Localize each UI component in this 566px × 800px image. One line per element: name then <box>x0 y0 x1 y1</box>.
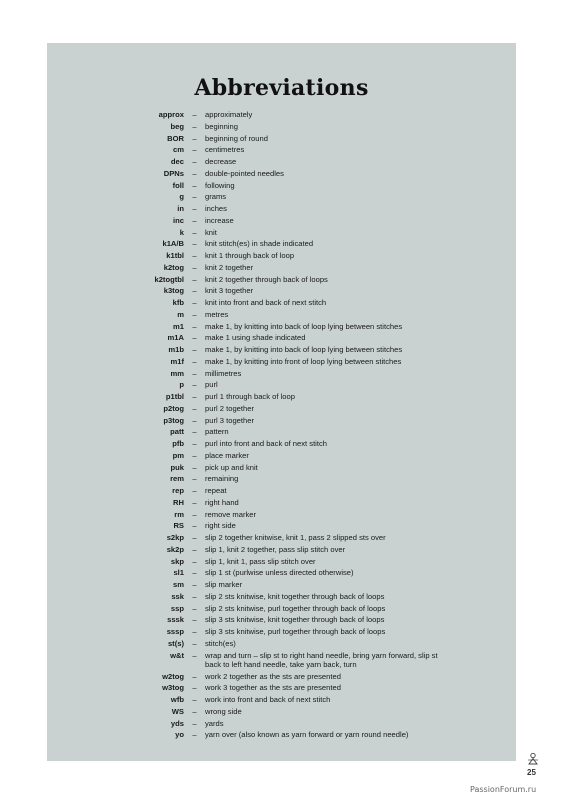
separator-dash: – <box>192 392 197 401</box>
abbreviation-definition: slip 3 sts knitwise, knit together through back of loops <box>205 615 385 625</box>
separator-dash: – <box>192 110 197 119</box>
separator-dash: – <box>192 486 197 495</box>
separator-dash: – <box>192 262 197 272</box>
separator-dash: – <box>192 168 197 178</box>
separator-dash: – <box>192 439 197 448</box>
abbreviation-definition: slip 2 sts knitwise, purl together through back of loops <box>205 603 386 613</box>
abbreviation-row <box>47 532 516 544</box>
abbreviation-term: beg <box>170 121 184 131</box>
abbreviation-term: g <box>179 192 184 202</box>
abbreviation-definition: beginning of round <box>205 133 268 143</box>
abbreviation-row <box>47 450 516 462</box>
abbreviation-term: pm <box>172 450 184 460</box>
abbreviation-term: cm <box>173 145 184 155</box>
separator-dash: – <box>192 718 197 728</box>
abbreviation-term: pfb <box>172 439 184 448</box>
abbreviation-term: patt <box>170 427 184 437</box>
abbreviation-term: BOR <box>167 133 184 143</box>
abbreviation-row <box>47 109 516 121</box>
abbreviation-term: rem <box>170 474 184 484</box>
abbreviation-definition: wrong side <box>205 706 242 716</box>
abbreviation-row <box>47 368 516 380</box>
separator-dash: – <box>192 591 197 601</box>
separator-dash: – <box>192 462 197 472</box>
separator-dash: – <box>192 274 197 284</box>
knitting-figure-icon <box>526 752 540 766</box>
abbreviation-term: RS <box>173 521 184 531</box>
abbreviation-term: mm <box>170 368 184 378</box>
abbreviation-row <box>47 603 516 615</box>
abbreviation-definition: slip 3 sts knitwise, purl together through back of loops <box>205 627 386 636</box>
abbreviation-definition: make 1 using shade indicated <box>205 333 306 343</box>
abbreviation-definition: place marker <box>205 450 249 460</box>
abbreviation-row <box>47 203 516 215</box>
abbreviation-definition: millimetres <box>205 368 242 378</box>
abbreviation-definition: right hand <box>205 497 239 507</box>
abbreviation-term: yds <box>170 718 184 728</box>
abbreviation-row <box>47 650 516 671</box>
abbreviation-term: w3tog <box>162 683 184 693</box>
abbreviation-row <box>47 485 516 497</box>
abbreviation-row <box>47 473 516 485</box>
separator-dash: – <box>192 251 197 260</box>
abbreviation-term: m1 <box>173 321 184 331</box>
separator-dash: – <box>192 627 197 636</box>
abbreviation-row <box>47 509 516 521</box>
abbreviation-row <box>47 262 516 274</box>
abbreviation-definition: make 1, by knitting into back of loop lying between stitches <box>205 321 403 331</box>
separator-dash: – <box>192 509 197 519</box>
abbreviation-row <box>47 614 516 626</box>
separator-dash: – <box>192 368 197 378</box>
abbreviation-term: in <box>177 204 184 213</box>
abbreviation-row <box>47 682 516 694</box>
abbreviation-definition: right side <box>205 521 236 531</box>
abbreviation-row <box>47 626 516 638</box>
separator-dash: – <box>192 157 197 166</box>
separator-dash: – <box>192 333 197 343</box>
abbreviation-term: ssp <box>170 603 184 613</box>
separator-dash: – <box>192 450 197 460</box>
abbreviation-definition: remove marker <box>205 509 257 519</box>
abbreviation-term: rep <box>172 486 184 495</box>
abbreviation-term: k1tbl <box>166 251 184 260</box>
abbreviation-term: k2togtbl <box>154 274 184 284</box>
abbreviation-term: sm <box>173 580 184 589</box>
abbreviation-term: wfb <box>170 695 184 704</box>
abbreviation-term: sssp <box>166 627 184 636</box>
abbreviation-term: w&t <box>170 650 184 660</box>
abbreviation-row <box>47 638 516 650</box>
abbreviation-definition: approximately <box>205 110 253 119</box>
separator-dash: – <box>192 380 197 390</box>
abbreviation-term: p1tbl <box>165 392 184 401</box>
abbreviation-definition: work 2 together as the sts are presented <box>205 671 341 681</box>
separator-dash: – <box>192 427 197 437</box>
abbreviation-definition: slip 1, knit 1, pass slip stitch over <box>205 556 316 566</box>
abbreviation-row <box>47 168 516 180</box>
abbreviation-term: DPNs <box>163 168 184 178</box>
abbreviation-row <box>47 520 516 532</box>
abbreviation-term: yo <box>175 730 184 740</box>
abbreviation-definition: knit 2 together <box>205 262 254 272</box>
separator-dash: – <box>192 603 197 613</box>
separator-dash: – <box>192 192 197 202</box>
abbreviation-row <box>47 156 516 168</box>
abbreviation-row <box>47 729 516 741</box>
abbreviation-definition: knit into front and back of next stitch <box>205 298 327 307</box>
separator-dash: – <box>192 556 197 566</box>
abbreviation-row <box>47 426 516 438</box>
abbreviation-term: ssk <box>171 591 184 601</box>
abbreviation-definition: yards <box>205 718 224 728</box>
abbreviation-definition: knit 1 through back of loop <box>205 251 295 260</box>
abbreviation-term: p3tog <box>163 415 184 425</box>
abbreviation-term: m <box>177 309 184 319</box>
separator-dash: – <box>192 706 197 716</box>
separator-dash: – <box>192 204 197 213</box>
abbreviation-definition: increase <box>205 215 234 225</box>
page-title: Abbreviations <box>194 75 369 101</box>
abbreviation-definition: following <box>205 180 235 190</box>
abbreviation-definition: double-pointed needles <box>205 168 284 178</box>
separator-dash: – <box>192 298 197 307</box>
abbreviation-term: WS <box>171 706 184 716</box>
separator-dash: – <box>192 615 197 625</box>
abbreviation-term: sssk <box>167 615 184 625</box>
abbreviation-definition: wrap and turn – slip st to right hand needle, bring yarn forward, slip st back to left hand needle, take yarn back, turn <box>205 650 438 669</box>
separator-dash: – <box>192 695 197 704</box>
abbreviation-row <box>47 356 516 368</box>
abbreviation-term: approx <box>158 110 184 119</box>
abbreviation-definition: purl <box>205 380 218 390</box>
abbreviation-definition: slip 1, knit 2 together, pass slip stitch over <box>205 544 346 554</box>
abbreviation-row <box>47 415 516 427</box>
separator-dash: – <box>192 521 197 531</box>
abbreviation-definition: grams <box>205 192 227 202</box>
abbreviation-definition: pattern <box>205 427 229 437</box>
abbreviation-definition: slip 1 st (purlwise unless directed otherwise) <box>205 568 354 578</box>
abbreviation-definition: purl 3 together <box>205 415 254 425</box>
abbreviation-term: sk2p <box>166 544 184 554</box>
separator-dash: – <box>192 415 197 425</box>
abbreviation-row <box>47 438 516 450</box>
abbreviation-definition: make 1, by knitting into front of loop lying between stitches <box>205 356 402 366</box>
abbreviation-row <box>47 274 516 286</box>
separator-dash: – <box>192 474 197 484</box>
separator-dash: – <box>192 497 197 507</box>
abbreviation-term: k <box>179 227 184 237</box>
abbreviation-row <box>47 544 516 556</box>
abbreviation-row <box>47 332 516 344</box>
watermark: PassionForum.ru <box>470 785 537 794</box>
separator-dash: – <box>192 683 197 693</box>
separator-dash: – <box>192 180 197 190</box>
abbreviation-term: k2tog <box>163 262 184 272</box>
abbreviation-row <box>47 379 516 391</box>
separator-dash: – <box>192 321 197 331</box>
abbreviation-row <box>47 285 516 297</box>
abbreviation-definition: knit 3 together <box>205 286 254 296</box>
abbreviation-row <box>47 309 516 321</box>
abbreviation-term: k3tog <box>163 286 184 296</box>
abbreviation-row <box>47 250 516 262</box>
abbreviation-term: m1f <box>170 356 184 366</box>
separator-dash: – <box>192 239 197 249</box>
abbreviation-definition: knit stitch(es) in shade indicated <box>205 239 314 249</box>
abbreviation-row <box>47 215 516 227</box>
abbreviation-row <box>47 297 516 309</box>
abbreviation-term: p2tog <box>163 403 184 413</box>
abbreviation-row <box>47 718 516 730</box>
abbreviation-definition: work 3 together as the sts are presented <box>205 683 341 693</box>
abbreviation-row <box>47 121 516 133</box>
abbreviation-row <box>47 133 516 145</box>
abbreviation-definition: purl into front and back of next stitch <box>205 439 327 448</box>
abbreviation-list <box>47 109 516 741</box>
abbreviation-row <box>47 227 516 239</box>
content-panel <box>47 43 516 761</box>
abbreviation-definition: knit <box>205 227 217 237</box>
abbreviation-row <box>47 238 516 250</box>
abbreviation-row <box>47 403 516 415</box>
abbreviation-row <box>47 671 516 683</box>
abbreviation-term: sl1 <box>173 568 184 578</box>
abbreviation-term: RH <box>173 497 184 507</box>
separator-dash: – <box>192 730 197 740</box>
abbreviation-row <box>47 144 516 156</box>
abbreviation-definition: pick up and knit <box>205 462 258 472</box>
separator-dash: – <box>192 133 197 143</box>
abbreviation-term: rm <box>174 509 184 519</box>
abbreviation-row <box>47 191 516 203</box>
abbreviation-row <box>47 694 516 706</box>
abbreviation-definition: inches <box>205 204 227 213</box>
abbreviation-definition: decrease <box>205 157 237 166</box>
abbreviation-definition: slip marker <box>205 580 243 589</box>
separator-dash: – <box>192 286 197 296</box>
abbreviation-term: dec <box>170 157 184 166</box>
separator-dash: – <box>192 638 197 648</box>
abbreviation-term: w2tog <box>162 671 184 681</box>
abbreviation-term: st(s) <box>167 638 184 648</box>
separator-dash: – <box>192 215 197 225</box>
abbreviation-row <box>47 556 516 568</box>
separator-dash: – <box>192 671 197 681</box>
abbreviation-term: m1A <box>167 333 184 343</box>
separator-dash: – <box>192 544 197 554</box>
abbreviation-row <box>47 462 516 474</box>
separator-dash: – <box>192 309 197 319</box>
abbreviation-row <box>47 344 516 356</box>
abbreviation-row <box>47 567 516 579</box>
abbreviation-row <box>47 391 516 403</box>
abbreviation-row <box>47 579 516 591</box>
separator-dash: – <box>192 580 197 589</box>
abbreviation-row <box>47 706 516 718</box>
abbreviation-definition: beginning <box>205 121 238 131</box>
abbreviation-definition: stitch(es) <box>205 638 236 648</box>
separator-dash: – <box>192 145 197 155</box>
abbreviation-definition: work into front and back of next stitch <box>205 695 331 704</box>
separator-dash: – <box>192 345 197 354</box>
abbreviation-term: s2kp <box>166 533 184 542</box>
abbreviation-definition: remaining <box>205 474 239 484</box>
separator-dash: – <box>192 568 197 578</box>
abbreviation-term: inc <box>173 215 184 225</box>
separator-dash: – <box>192 533 197 542</box>
abbreviation-row <box>47 497 516 509</box>
abbreviation-row <box>47 591 516 603</box>
abbreviation-term: kfb <box>172 298 184 307</box>
abbreviation-row <box>47 180 516 192</box>
separator-dash: – <box>192 227 197 237</box>
abbreviation-term: m1b <box>168 345 184 354</box>
separator-dash: – <box>192 403 197 413</box>
separator-dash: – <box>192 356 197 366</box>
abbreviation-definition: yarn over (also known as yarn forward or yarn round needle) <box>205 730 409 740</box>
abbreviation-definition: metres <box>205 309 229 319</box>
abbreviation-definition: slip 2 sts knitwise, knit together through back of loops <box>205 591 385 601</box>
abbreviation-definition: repeat <box>205 486 227 495</box>
separator-dash: – <box>192 121 197 131</box>
page-number: 25 <box>527 768 536 777</box>
abbreviation-definition: slip 2 together knitwise, knit 1, pass 2 slipped sts over <box>205 533 386 542</box>
abbreviation-term: foll <box>172 180 184 190</box>
abbreviation-term: k1A/B <box>162 239 184 249</box>
abbreviation-definition: purl 1 through back of loop <box>205 392 295 401</box>
abbreviation-term: skp <box>170 556 184 566</box>
separator-dash: – <box>192 650 197 660</box>
abbreviation-definition: knit 2 together through back of loops <box>205 274 328 284</box>
abbreviation-term: puk <box>170 462 184 472</box>
abbreviation-row <box>47 321 516 333</box>
abbreviation-definition: centimetres <box>205 145 245 155</box>
abbreviation-definition: make 1, by knitting into back of loop lying between stitches <box>205 345 403 354</box>
abbreviation-definition: purl 2 together <box>205 403 254 413</box>
abbreviation-term: p <box>179 380 184 390</box>
